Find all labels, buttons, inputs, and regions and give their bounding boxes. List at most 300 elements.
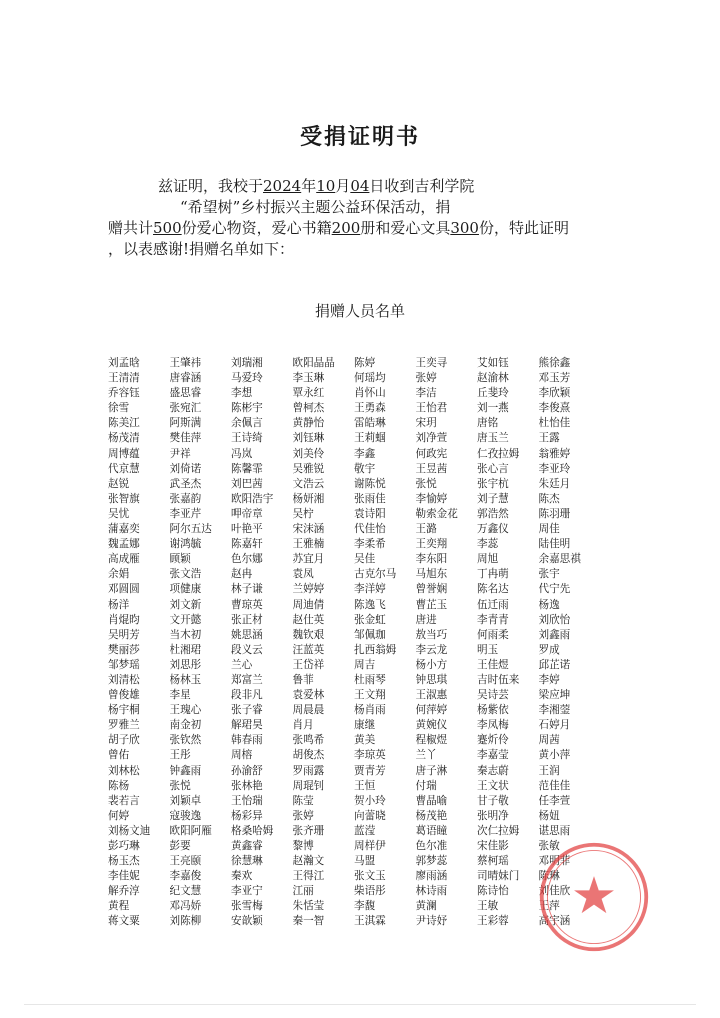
donor-name: 王奕寻 (415, 357, 448, 369)
donor-name: 朱恬莹 (292, 900, 325, 913)
donor-name: 陈馨霏 (231, 462, 263, 475)
donor-name: 敖当巧 (415, 628, 448, 641)
donor-name: 刘鑫雨 (538, 628, 571, 641)
donor-name: 安歆颖 (231, 915, 263, 928)
donor-name: 代京慧 (108, 462, 140, 475)
donor-name: 唐玉兰 (477, 432, 509, 445)
donor-name: 樊佳萍 (169, 432, 202, 445)
donor-name: 江丽 (292, 885, 314, 898)
donor-name: 王淑惠 (415, 689, 448, 702)
donor-name: 张钦然 (169, 734, 202, 747)
donor-name: 谌思雨 (538, 824, 571, 837)
page-edge (24, 1004, 696, 1005)
donor-name: 樊丽莎 (108, 643, 140, 656)
donor-name: 文开懿 (169, 613, 202, 626)
donor-name: 李凤梅 (477, 719, 509, 732)
donor-name: 邹佩珈 (354, 628, 386, 641)
donor-name: 解珺昊 (231, 719, 263, 732)
donor-name: 王敏 (477, 900, 499, 913)
donor-name: 曹芷玉 (415, 598, 448, 611)
donor-name: 万鑫仪 (477, 523, 509, 536)
donor-name: 张婷 (415, 372, 437, 385)
donor-name: 丁冉萌 (477, 568, 509, 581)
donor-name: 王清清 (108, 372, 140, 385)
donor-name: 姚思涵 (231, 628, 263, 641)
donor-name: 梁应坤 (538, 689, 571, 702)
donor-name: 邓明菲 (538, 855, 571, 868)
donor-name: 张雨佳 (354, 492, 386, 505)
donor-name: 钟鑫雨 (169, 764, 202, 777)
donor-name: 武圣杰 (169, 477, 202, 490)
donor-name: 何雨柔 (477, 628, 509, 641)
donor-name: 彭巧琳 (108, 840, 140, 852)
donor-name: 刘思彤 (169, 658, 202, 671)
donor-name: 贾青芳 (354, 764, 386, 777)
donor-name: 杨宇桐 (108, 704, 140, 717)
donor-name: 葛语瞳 (415, 824, 448, 837)
donor-name: 黄鑫睿 (231, 840, 263, 852)
donor-name: 呷帝章 (231, 507, 263, 520)
donor-name: 吴诗芸 (477, 689, 509, 702)
donor-name: 刘文新 (169, 598, 202, 611)
donor-name: 高宇涵 (538, 915, 571, 928)
donor-name: 李亚宁 (231, 885, 263, 898)
donor-name: 李亚芹 (169, 507, 202, 520)
donor-name: 康继 (354, 719, 376, 732)
donor-name: 覃永红 (292, 387, 325, 400)
books-count: 200 (331, 219, 361, 237)
donor-name: 何萍婷 (415, 704, 448, 717)
donor-name: 裴若言 (108, 794, 140, 807)
quantities-text-b: 份爱心物资，爱心书籍 (181, 219, 332, 237)
donor-name: 吴明芳 (108, 628, 140, 641)
donor-name: 王恒 (354, 779, 376, 792)
donor-name: 张文浩 (169, 568, 202, 581)
donor-name: 王肇祎 (169, 357, 202, 369)
donor-name: 赵瀚文 (292, 855, 325, 868)
donor-name: 杨逸 (538, 598, 560, 611)
donor-name: 宋沫涵 (292, 523, 325, 536)
donor-name: 刘瑞湘 (231, 357, 263, 369)
donor-name: 王怡君 (415, 402, 448, 415)
donor-name: 李馥 (354, 900, 376, 913)
donor-name: 陈杰 (538, 492, 560, 505)
donor-name: 杨茂清 (108, 432, 140, 445)
donor-name: 邹梦瑶 (108, 658, 140, 671)
donor-name: 王莉蝈 (354, 432, 386, 445)
donor-name: 杨小方 (415, 658, 448, 671)
donor-name: 周迪倩 (292, 598, 325, 611)
donor-name: 李想 (231, 387, 253, 400)
donor-name: 付瑞 (415, 779, 437, 792)
donor-name: 马爱玲 (231, 372, 263, 385)
donor-name: 段义云 (231, 643, 263, 656)
donor-name: 廖雨涵 (415, 870, 448, 883)
donor-name: 周博蕴 (108, 447, 140, 460)
donor-name: 韩春雨 (231, 734, 263, 747)
donor-name: 李洁 (415, 387, 437, 400)
donor-name: 伍迁雨 (477, 598, 509, 611)
donor-name: 肖怀山 (354, 387, 386, 400)
donor-name: 郑富兰 (231, 673, 263, 686)
donor-name: 吴佳 (354, 553, 376, 566)
donor-name: 色尔准 (415, 840, 448, 852)
donor-name: 阿斯满 (169, 417, 202, 430)
donor-name: 杨玉杰 (108, 855, 140, 868)
donor-name: 冯岚 (231, 447, 253, 460)
donor-name: 熊徐鑫 (538, 357, 571, 369)
donor-name: 王雅楠 (292, 538, 325, 551)
donor-name: 任李萱 (538, 794, 571, 807)
donor-name: 赵渝林 (477, 372, 509, 385)
donor-name: 李佳妮 (108, 870, 140, 883)
donor-name: 邓玉芳 (538, 372, 571, 385)
donor-name: 刘一燕 (477, 402, 509, 415)
donor-name: 陈羽珊 (538, 507, 571, 520)
donor-name: 王露 (538, 432, 560, 445)
donor-name: 余嘉思祺 (538, 553, 581, 566)
donor-name: 刘美伶 (292, 447, 325, 460)
donor-name: 色尔娜 (231, 553, 263, 566)
donor-name: 袁凤 (292, 568, 314, 581)
donor-name: 杨紫依 (477, 704, 509, 717)
donor-name: 杨肖雨 (354, 704, 386, 717)
donor-name: 兰婷婷 (292, 583, 325, 596)
donor-name: 陈嘉轩 (231, 538, 263, 551)
donor-name: 兰丫 (415, 749, 437, 762)
donor-name: 杜怡佳 (538, 417, 571, 430)
donor-name: 林子谦 (231, 583, 263, 596)
donor-name: 当木初 (169, 628, 202, 641)
donor-name: 赵锐 (108, 477, 130, 490)
donor-name: 王佳煜 (477, 658, 509, 671)
quantities-text-d: 份，特此证明 (478, 219, 569, 237)
donor-name: 王潞 (415, 523, 437, 536)
donor-name: 乔容钰 (108, 387, 140, 400)
donor-name: 曾佑 (108, 749, 130, 762)
donor-name: 盛思睿 (169, 387, 202, 400)
donor-name: 曾誉娴 (415, 583, 448, 596)
donor-name: 袁诗阳 (354, 507, 386, 520)
donor-name: 翁雅婷 (538, 447, 571, 460)
donor-name: 陈莹 (292, 794, 314, 807)
donor-name: 唐进 (415, 613, 437, 626)
donor-name: 陈彬宇 (231, 402, 263, 415)
donor-name: 高成雁 (108, 553, 140, 566)
donor-name: 吴雅锐 (292, 462, 325, 475)
donor-name: 欧阳晶晶 (292, 357, 335, 369)
donor-name: 刘清松 (108, 673, 140, 686)
donor-name: 袁爱林 (292, 689, 325, 702)
quantities-line (108, 218, 608, 239)
stationery-count: 300 (450, 219, 479, 237)
thanks-line: ，以表感谢!捐赠名单如下： (108, 240, 295, 258)
donor-name: 张金虹 (354, 613, 386, 626)
donor-name: 李蕊 (477, 538, 499, 551)
donor-name: 李亚玲 (538, 462, 571, 475)
donor-name: 王勇森 (354, 402, 386, 415)
donor-name: 刘欣怡 (538, 613, 571, 626)
donor-name: 唐铭 (477, 417, 499, 430)
donor-name: 陈琳 (538, 870, 560, 883)
donor-name: 刘巴茜 (231, 477, 263, 490)
donor-name: 敬宇 (354, 462, 376, 475)
activity-line: “希望树”乡村振兴主题公益环保活动，捐 (180, 198, 451, 216)
donor-name: 余佩言 (231, 417, 263, 430)
donor-name: 李洋婷 (354, 583, 386, 596)
donor-name: 周样伊 (354, 840, 386, 852)
donor-name: 李婷 (538, 673, 560, 686)
donor-name: 胡俊杰 (292, 749, 325, 762)
donor-name: 郭梦蕊 (415, 855, 448, 868)
donor-name: 邓圆圆 (108, 583, 140, 596)
donor-name: 何婷 (108, 809, 130, 822)
donor-name: 柴语彤 (354, 885, 386, 898)
donor-name: 李东阳 (415, 553, 448, 566)
donor-name: 代宁先 (538, 583, 571, 596)
document-title: 受捐证明书 (299, 124, 420, 150)
donor-name: 贺小玲 (354, 794, 386, 807)
donor-name: 黄静怡 (292, 417, 325, 430)
donor-name: 张心言 (477, 462, 509, 475)
donor-name: 张子睿 (231, 704, 263, 717)
donor-name: 蒋文粟 (108, 915, 140, 928)
donor-name: 项健康 (169, 583, 202, 596)
donor-name: 陈杨 (108, 779, 130, 792)
donor-name: 陆佳明 (538, 538, 571, 551)
donor-name: 张宇杭 (477, 477, 509, 490)
donor-name: 王萍 (538, 900, 560, 913)
donor-name: 扎西翁姆 (354, 643, 397, 656)
donor-name: 陈诗怡 (477, 885, 509, 898)
donor-name: 仁孜拉姆 (477, 447, 520, 460)
donor-list-title: 捐赠人员名单 (314, 302, 405, 320)
donor-name: 赵仕英 (292, 613, 325, 626)
donor-name: 刘净萱 (415, 432, 448, 445)
donor-name: 蔡柯瑶 (477, 855, 509, 868)
certificate-body (108, 176, 608, 260)
donor-name: 刘钰琳 (292, 432, 325, 445)
donor-name: 勒索金花 (415, 507, 458, 520)
donor-name: 曾俊雄 (108, 689, 140, 702)
donor-name: 邱芷诺 (538, 658, 571, 671)
donor-name: 张正材 (231, 613, 263, 626)
donor-name: 李玉琳 (292, 372, 325, 385)
donor-name: 石婷月 (538, 719, 571, 732)
donor-name: 曹琼英 (231, 598, 263, 611)
donor-name: 郭浩然 (477, 507, 509, 520)
donor-name: 肖月 (292, 719, 314, 732)
donor-name: 刘陈柳 (169, 915, 202, 928)
intro-suffix: 日收到吉利学院 (369, 177, 475, 195)
donor-name: 李青青 (477, 613, 509, 626)
donor-name: 何瑶均 (354, 372, 386, 385)
donor-name: 朱廷月 (538, 477, 571, 490)
donor-name: 王淇霖 (354, 915, 386, 928)
donor-name: 邓冯娇 (169, 900, 202, 913)
donor-name: 代佳怡 (354, 523, 386, 536)
year-unit: 年 (301, 177, 317, 195)
school-seal-stamp (537, 840, 651, 954)
donor-name: 陈婷 (354, 357, 376, 369)
donor-name: 黄婉仪 (415, 719, 448, 732)
donor-name: 徐雪 (108, 402, 130, 415)
donor-name: 吉时伍来 (477, 673, 520, 686)
donor-name: 解乔淳 (108, 885, 140, 898)
donor-name: 张文玉 (354, 870, 386, 883)
donor-name: 寇骏逸 (169, 809, 202, 822)
intro-prefix: 兹证明，我校于 (158, 177, 264, 195)
donor-name: 杨妞 (538, 809, 560, 822)
month-unit: 月 (335, 177, 351, 195)
donor-name: 刘林松 (108, 764, 140, 777)
donor-name: 纪文慧 (169, 885, 202, 898)
donor-name: 周茜 (538, 734, 560, 747)
donor-name: 黄澜 (415, 900, 437, 913)
donor-name: 张林艳 (231, 779, 263, 792)
donor-name: 刘颖卓 (169, 794, 202, 807)
donor-name: 肖焜昀 (108, 613, 140, 626)
donor-name: 张鸣希 (292, 734, 325, 747)
donor-name: 黄美 (354, 734, 376, 747)
donor-name: 王瑰心 (169, 704, 202, 717)
donor-name: 张敏 (538, 840, 560, 852)
donor-name: 林诗雨 (415, 885, 448, 898)
donor-name: 周旭 (477, 553, 499, 566)
donor-name: 顾颖 (169, 553, 191, 566)
donor-name: 刘孟晗 (108, 357, 140, 369)
donor-name: 宋佳影 (477, 840, 509, 852)
donor-name: 王亮颐 (169, 855, 202, 868)
donor-name: 周琨钊 (292, 779, 325, 792)
donor-name: 段非凡 (231, 689, 263, 702)
donor-name: 徐慧琳 (231, 855, 263, 868)
donor-name: 欧阳阿雁 (169, 824, 212, 837)
donor-name: 张嘉韵 (169, 492, 202, 505)
donor-name: 刘子慧 (477, 492, 509, 505)
donor-name: 李星 (169, 689, 191, 702)
donor-name: 何政宪 (415, 447, 448, 460)
donor-name: 王诗绮 (231, 432, 263, 445)
donor-name: 宋玥 (415, 417, 437, 430)
donor-name: 杨林玉 (169, 673, 202, 686)
donor-name: 李嘉俊 (169, 870, 202, 883)
donor-name: 秦欢 (231, 870, 253, 883)
donor-name: 孙渝舒 (231, 764, 263, 777)
donor-name: 王怡瑞 (231, 794, 263, 807)
donor-name: 叶艳平 (231, 523, 263, 536)
donor-name: 王润 (538, 764, 560, 777)
donor-name: 兰心 (231, 658, 253, 671)
donor-name: 秦一智 (292, 915, 325, 928)
donor-name: 吴柠 (292, 507, 314, 520)
donor-name: 刘杨文迪 (108, 824, 151, 837)
materials-count: 500 (153, 219, 182, 237)
donor-name: 蹇炘伶 (477, 734, 509, 747)
donor-name: 谢陈悦 (354, 477, 386, 490)
donor-name: 唐睿涵 (169, 372, 202, 385)
donor-name: 次仁拉姆 (477, 824, 520, 837)
donor-name: 王奕翔 (415, 538, 448, 551)
donor-name: 李俊熹 (538, 402, 571, 415)
donor-name: 李欣颖 (538, 387, 571, 400)
donor-name: 程椒煜 (415, 734, 448, 747)
donor-name: 王彤 (169, 749, 191, 762)
donor-name: 南金初 (169, 719, 202, 732)
quantities-text-c: 册和爱心文具 (360, 219, 451, 237)
donor-name: 张婷 (292, 809, 314, 822)
donor-name: 古克尔马 (354, 568, 397, 581)
donor-name: 尹诗妤 (415, 915, 448, 928)
donor-name: 雷皓琳 (354, 417, 386, 430)
donor-name: 胡子欣 (108, 734, 140, 747)
donor-name: 黄小萍 (538, 749, 571, 762)
donor-name: 杨茂艳 (415, 809, 448, 822)
donor-name: 罗雨露 (292, 764, 325, 777)
donor-name: 张宇 (538, 568, 560, 581)
donor-name: 杨彩异 (231, 809, 263, 822)
donor-name: 汪蓝英 (292, 643, 325, 656)
donor-name: 王岱祥 (292, 658, 325, 671)
donor-name: 司晴妹门 (477, 870, 520, 883)
donor-name: 鲁菲 (292, 673, 314, 686)
donor-name: 余娟 (108, 568, 130, 581)
donor-name: 王昱茜 (415, 462, 448, 475)
donor-name: 吴忧 (108, 507, 130, 520)
donor-name: 王得江 (292, 870, 325, 883)
intro-line (108, 176, 608, 197)
donor-name: 蒲嘉奕 (108, 523, 140, 536)
donor-name: 张明净 (477, 809, 509, 822)
donor-name: 范佳佳 (538, 779, 571, 792)
donor-name: 周佳 (538, 523, 560, 536)
donor-name: 刘倚诺 (169, 462, 202, 475)
donor-name: 周吉 (354, 658, 376, 671)
donor-name: 杨妍湘 (292, 492, 325, 505)
donor-name: 尹祥 (169, 447, 191, 460)
donor-name: 格桑哈姆 (231, 824, 274, 837)
donor-name: 罗雅兰 (108, 719, 140, 732)
donor-name: 彭要 (169, 840, 191, 852)
donor-name: 张悦 (415, 477, 437, 490)
donor-name: 陈名达 (477, 583, 509, 596)
donor-name: 曹晶喻 (415, 794, 448, 807)
donor-name: 杜雨琴 (354, 673, 386, 686)
donor-name: 魏孟娜 (108, 538, 140, 551)
donor-name: 阿尔五达 (169, 523, 212, 536)
donor-name: 陈美江 (108, 417, 140, 430)
donor-name: 罗成 (538, 643, 560, 656)
donor-name: 李嘉莹 (477, 749, 509, 762)
donor-name: 周晨晨 (292, 704, 325, 717)
donor-name: 王文状 (477, 779, 509, 792)
donor-name: 蓝滢 (354, 824, 376, 837)
donor-name: 明玉 (477, 643, 499, 656)
seal-star-icon (574, 876, 614, 913)
donor-name: 王文翔 (354, 689, 386, 702)
donor-name: 杜湘珺 (169, 643, 202, 656)
donor-name: 秦志蔚 (477, 764, 509, 777)
donor-name: 张悦 (169, 779, 191, 792)
donor-name: 马旭东 (415, 568, 448, 581)
donor-name: 李湘蓥 (538, 704, 571, 717)
donor-name: 曾柯杰 (292, 402, 325, 415)
donor-name: 黎博 (292, 840, 314, 852)
donor-name: 杨洋 (108, 598, 130, 611)
donor-name: 苏宜月 (292, 553, 325, 566)
donor-name: 欧阳浩宇 (231, 492, 274, 505)
donor-name: 张智旗 (108, 492, 140, 505)
